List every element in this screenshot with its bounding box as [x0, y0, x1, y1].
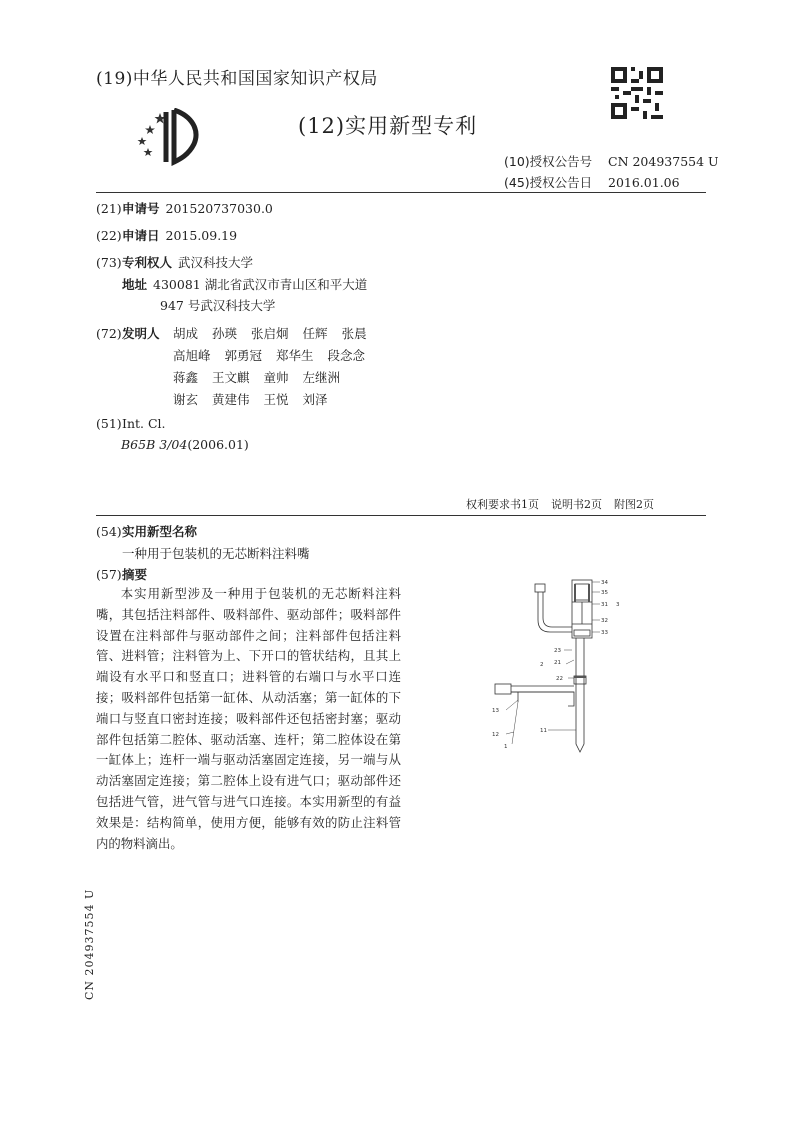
drawing-label: 34: [601, 580, 608, 586]
inventor-row: [173, 390, 342, 408]
inventor-name: 王文麒: [212, 370, 250, 385]
drawing-label: 2: [540, 662, 544, 668]
field-label: 申请号: [122, 201, 160, 216]
field-value: 201520737030.0: [165, 201, 273, 216]
inventors-heading: [96, 324, 166, 342]
inventor-name: 张启炯: [251, 326, 289, 341]
drawing-label: 35: [601, 590, 608, 596]
field-label: 申请日: [122, 228, 160, 243]
inventor-name: 段念念: [327, 348, 366, 363]
field-code: (57): [96, 567, 122, 582]
publication-number-label: (10)授权公告号: [504, 154, 593, 169]
inventor-name: 高旭峰: [173, 348, 211, 363]
patent-owner: [96, 253, 253, 271]
publication-date: [504, 173, 680, 191]
utility-model-title-heading: [96, 522, 203, 540]
field-label: 地址: [122, 277, 148, 292]
inventor-name: 张晨: [341, 326, 367, 341]
claims-pages: 权利要求书1页: [466, 498, 539, 511]
drawing-label: 13: [492, 708, 499, 714]
field-label: Int. Cl.: [122, 416, 166, 431]
publication-date-label: (45)授权公告日: [504, 175, 593, 190]
ipc-heading: [96, 416, 166, 431]
inventor-name: 胡成: [173, 326, 199, 341]
ipc-version: (2006.01): [187, 437, 249, 452]
drawing-label: 22: [556, 676, 563, 682]
drawing-label: 3: [616, 602, 620, 608]
drawing-label: 33: [601, 630, 608, 636]
field-value: 武汉科技大学: [178, 255, 254, 270]
field-label: 摘要: [122, 567, 148, 582]
inventor-name: 郭勇冠: [224, 348, 263, 363]
inventor-row: [173, 368, 354, 386]
office-emblem-icon: [130, 108, 206, 166]
drawing-label: 1: [504, 744, 508, 750]
publication-number: [504, 152, 719, 170]
abstract-heading: [96, 565, 153, 583]
field-code: (21): [96, 201, 122, 216]
issuing-office: (19)中华人民共和国国家知识产权局: [96, 69, 378, 89]
owner-address: [122, 275, 367, 293]
field-code: (72): [96, 326, 122, 341]
drawing-label: 11: [540, 728, 547, 734]
field-code: (54): [96, 524, 122, 539]
field-label: 专利权人: [122, 255, 173, 270]
inventor-name: 任辉: [302, 326, 328, 341]
inventor-name: 王悦: [263, 392, 289, 407]
inventor-name: 孙瑛: [212, 326, 238, 341]
drawing-label: 23: [554, 648, 561, 654]
owner-address-line-2: 947 号武汉科技大学: [160, 298, 276, 313]
inventor-name: 蒋鑫: [173, 370, 199, 385]
header-divider: [96, 192, 706, 193]
inventor-name: 刘泽: [302, 392, 328, 407]
drawing-pages: 附图2页: [614, 498, 654, 511]
inventor-name: 童帅: [263, 370, 289, 385]
field-label: 发明人: [122, 326, 160, 341]
inventor-name: 郑华生: [276, 348, 314, 363]
field-code: (22): [96, 228, 122, 243]
utility-model-title: 一种用于包装机的无芯断料注料嘴: [122, 546, 310, 561]
address-line-1: 430081 湖北省武汉市青山区和平大道: [153, 277, 368, 292]
field-label: 实用新型名称: [122, 524, 198, 539]
inventor-row: [173, 324, 381, 342]
publication-number-value: CN 204937554 U: [608, 154, 719, 169]
page-counts: [454, 496, 654, 512]
ipc-class: B65B 3/04: [121, 437, 188, 452]
field-code: (51): [96, 416, 122, 431]
field-code: (73): [96, 255, 122, 270]
application-number: [96, 199, 273, 217]
publication-date-value: 2016.01.06: [608, 175, 680, 190]
inventor-name: 黄建伟: [212, 392, 250, 407]
drawing-label: 21: [554, 660, 561, 666]
abstract-text: 本实用新型涉及一种用于包装机的无芯断料注料嘴，其包括注料部件、吸料部件、驱动部件；吸料部件设置在注料部件与驱动部件之间；注料部件包括注料管、进料管；注料管为上、下开口的管状结构，且其上端设有水平口和竖直口；进料管的右端口与水平口连接；吸料部件包括第一缸体、从动活塞；第一缸体的下端口与竖直口密封连接；吸料部件还包括密封塞；驱动部件包括第二腔体、驱动活塞、连杆；第二腔体设在第一缸体上；连杆一端与驱动活塞固定连接，另一端与从动活塞固定连接；第二腔体上设有进气口；驱动部件还包括进气管，进气管与进气口连接。本实用新型的有益效果是：结构简单，使用方便，能够有效的防止注料管内的物料滴出。: [96, 586, 401, 851]
inventor-name: 左继洲: [302, 370, 341, 385]
ipc-classification: [121, 437, 249, 452]
inventor-row: [173, 346, 379, 364]
field-value: 2015.09.19: [165, 228, 238, 243]
abstract-drawing: [488, 572, 628, 758]
description-pages: 说明书2页: [551, 498, 602, 511]
section-divider: [96, 515, 706, 516]
qr-code-icon: [611, 67, 663, 119]
inventor-name: 谢玄: [173, 392, 199, 407]
application-date: [96, 226, 237, 244]
drawing-label: 12: [492, 732, 499, 738]
drawing-label: 31: [601, 602, 608, 608]
drawing-label: 32: [601, 618, 608, 624]
document-type: (12)实用新型专利: [298, 114, 478, 138]
side-document-code: CN 204937554 U: [83, 888, 96, 1000]
